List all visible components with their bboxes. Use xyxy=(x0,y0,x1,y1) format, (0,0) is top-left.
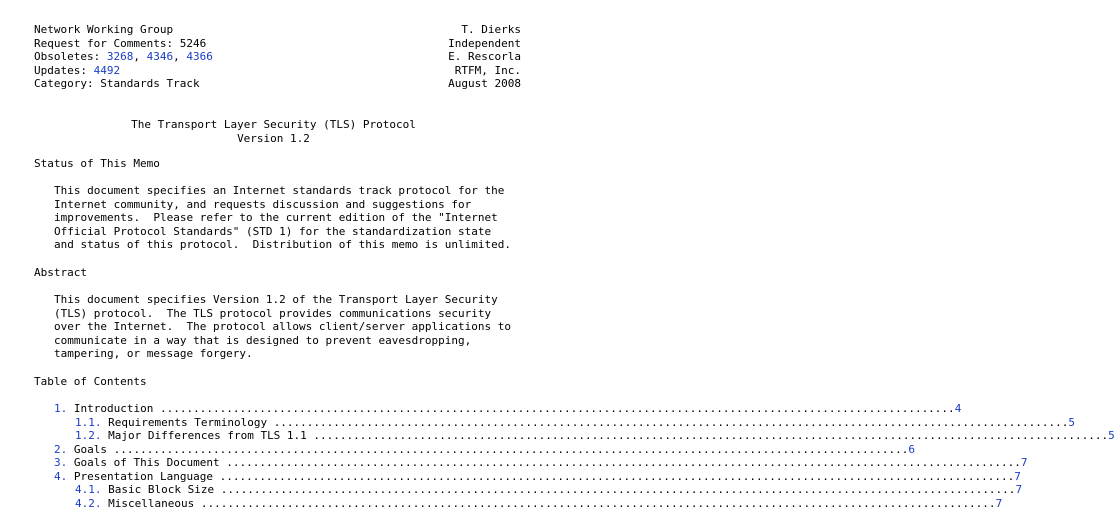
toc-item-number-link[interactable]: 1.1. xyxy=(75,416,102,430)
toc-item xyxy=(54,456,521,470)
publication-date: August 2008 xyxy=(448,77,521,91)
toc-item xyxy=(54,402,521,416)
updates-label: Updates: xyxy=(34,64,94,77)
abstract-body: This document specifies Version 1.2 of the Transport Layer Security (TLS) protocol. The TLS protocol provides communications security over the Internet. The protocol allows client/server applications to communicate in a way that is designed to prevent eavesdropping, tampering, or message forgery. xyxy=(54,293,534,361)
toc-item xyxy=(54,470,521,484)
header-working-group: Network Working Group xyxy=(34,23,173,37)
document-version: Version 1.2 xyxy=(0,132,547,146)
author-1-affiliation: Independent xyxy=(448,37,521,51)
toc-item-title: Presentation Language xyxy=(67,470,219,484)
toc-item-title: Requirements Terminology xyxy=(102,416,274,430)
toc-item-page-link[interactable]: 7 xyxy=(996,497,1003,510)
toc-dot-leader: ........................................................................................................................ xyxy=(220,470,1015,484)
toc-item-number-link[interactable]: 4.1. xyxy=(75,483,102,497)
toc-item-title: Goals xyxy=(67,443,113,457)
toc-item xyxy=(54,443,521,457)
toc-item-title: Major Differences from TLS 1.1 xyxy=(102,429,314,443)
toc-item-page-link[interactable]: 4 xyxy=(955,402,962,416)
document-title: The Transport Layer Security (TLS) Protocol xyxy=(0,118,547,132)
header-category: Category: Standards Track xyxy=(34,77,200,91)
toc-item xyxy=(75,416,521,430)
toc-item xyxy=(75,429,521,443)
author-1: T. Dierks xyxy=(461,23,521,37)
toc-item xyxy=(75,483,521,497)
toc-item-number-link[interactable]: 4. xyxy=(54,470,67,484)
updates-link-4492[interactable]: 4492 xyxy=(94,64,121,77)
header-updates xyxy=(34,64,120,78)
obsoletes-link-4346[interactable]: 4346 xyxy=(147,50,174,63)
toc-dot-leader: ........................................................................................................................ xyxy=(114,443,909,457)
abstract-heading: Abstract xyxy=(34,266,87,280)
toc-heading: Table of Contents xyxy=(34,375,147,389)
author-2-affiliation: RTFM, Inc. xyxy=(455,64,521,78)
header-rfc-number: Request for Comments: 5246 xyxy=(34,37,206,51)
status-body: This document specifies an Internet standards track protocol for the Internet community, and requests discussion and suggestions for improvements. Please refer to the current edition of the "Internet Official Protocol Standards" (STD 1) for the standardization state and status of this protocol. Distribution of this memo is unlimited. xyxy=(54,184,534,252)
toc-item-number-link[interactable]: 4.2. xyxy=(75,497,102,510)
author-2: E. Rescorla xyxy=(448,50,521,64)
toc-dot-leader: ........................................................................................................................ xyxy=(160,402,955,416)
obsoletes-link-4366[interactable]: 4366 xyxy=(186,50,213,63)
toc-item-title: Basic Block Size xyxy=(102,483,221,497)
obsoletes-link-3268[interactable]: 3268 xyxy=(107,50,134,63)
toc-item-page-link[interactable]: 7 xyxy=(1021,456,1028,470)
toc-item-number-link[interactable]: 3. xyxy=(54,456,67,470)
toc-item-number-link[interactable]: 2. xyxy=(54,443,67,457)
toc-item-page-link[interactable]: 5 xyxy=(1068,416,1075,430)
toc-item-title: Goals of This Document xyxy=(67,456,226,470)
toc-item-page-link[interactable]: 7 xyxy=(1014,470,1021,484)
toc-item-title: Introduction xyxy=(67,402,160,416)
toc-item-number-link[interactable]: 1.2. xyxy=(75,429,102,443)
header-obsoletes: Obsoletes: 3268, 4346, 4366 xyxy=(34,50,213,64)
toc-item-page-link[interactable]: 5 xyxy=(1108,429,1115,443)
toc-dot-leader: ........................................................................................................................ xyxy=(221,483,1016,497)
obsoletes-label: Obsoletes: xyxy=(34,50,107,63)
toc-item-number-link[interactable]: 1. xyxy=(54,402,67,416)
toc-item-title: Miscellaneous xyxy=(102,497,201,510)
toc-dot-leader: ........................................................................................................................ xyxy=(274,416,1069,430)
toc-item-page-link[interactable]: 7 xyxy=(1015,483,1022,497)
toc-item xyxy=(75,497,521,510)
toc-dot-leader: ........................................................................................................................ xyxy=(226,456,1021,470)
toc-dot-leader: ........................................................................................................................ xyxy=(201,497,996,510)
toc-item-page-link[interactable]: 6 xyxy=(908,443,915,457)
toc-dot-leader: ........................................................................................................................ xyxy=(313,429,1108,443)
status-heading: Status of This Memo xyxy=(34,157,160,171)
